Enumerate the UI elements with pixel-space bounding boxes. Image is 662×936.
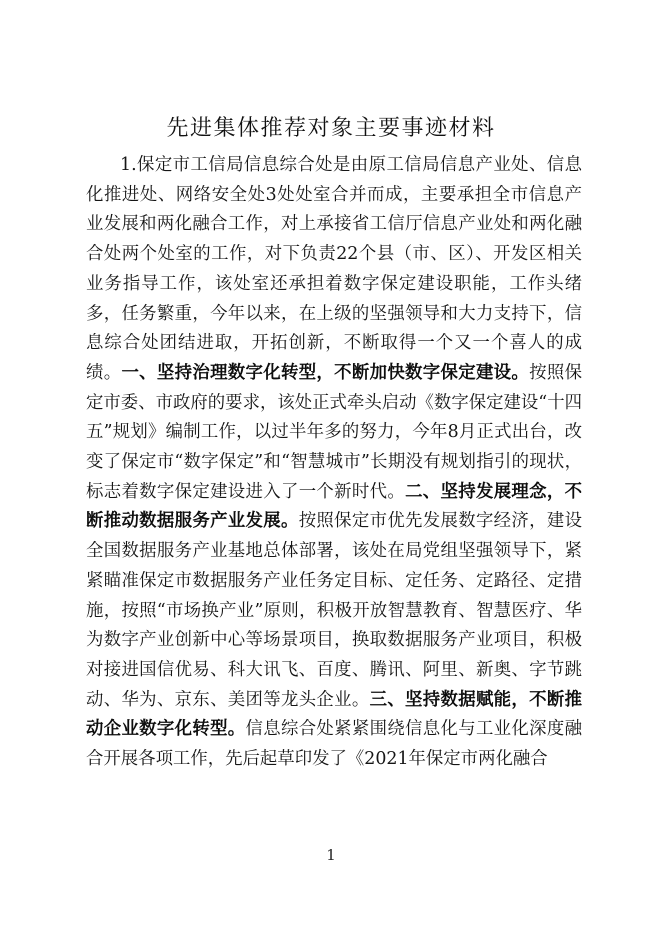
paragraph-section-1: 按照保定市委、市政府的要求，该处正式牵头启动《数字保定建设“十四五”规划》编制工作，以过半年多的努力，今年8月正式出台，改变了保定市“数字保定”和“智慧城市”长期没有规划指引的现状，标志着数字保定建设进入了一个新时代。 [86, 362, 582, 502]
document-body [86, 151, 582, 775]
paragraph-section-2: 按照保定市优先发展数字经济，建设全国数据服务产业基地总体部署，该处在局党组坚强领导下，紧紧瞄准保定市数据服务产业任务定目标、定任务、定路径、定措施，按照“市场换产业”原则，积极开放智慧教育、智慧医疗、华为数字产业创新中心等场景项目，换取数据服务产业项目，积极对接进国信优易、科大讯飞、百度、腾讯、阿里、新奥、字节跳动、华为、京东、美团等龙头企业。 [86, 511, 582, 710]
heading-section-1: 一、坚持治理数字化转型，不断加快数字保定建设。 [121, 362, 530, 383]
page-number: 1 [326, 846, 336, 864]
document-title: 先进集体推荐对象主要事迹材料 [166, 116, 496, 141]
paragraph-intro: 1.保定市工信局信息综合处是由原工信局信息产业处、信息化推进处、网络安全处3处处室合并而成，主要承担全市信息产业发展和两化融合工作，对上承接省工信厅信息产业处和两化融合处两个处室的工作，对下负责22个县（市、区）、开发区相关业务指导工作，该处室还承担着数字保定建设职能，工作头绪多，任务繁重，今年以来，在上级的坚强领导和大力支持下，信息综合处团结进取，开拓创新，不断取得一个又一个喜人的成绩。 [86, 155, 582, 383]
heading-section-2: 二、坚持发展理念，不断推动数据服务产业发展。 [86, 481, 582, 532]
heading-section-3: 三、坚持数据赋能，不断推动企业数字化转型。 [86, 689, 582, 740]
paragraph-section-3: 信息综合处紧紧围绕信息化与工业化深度融合开展各项工作，先后起草印发了《2021年保定市两化融合 [86, 719, 582, 770]
